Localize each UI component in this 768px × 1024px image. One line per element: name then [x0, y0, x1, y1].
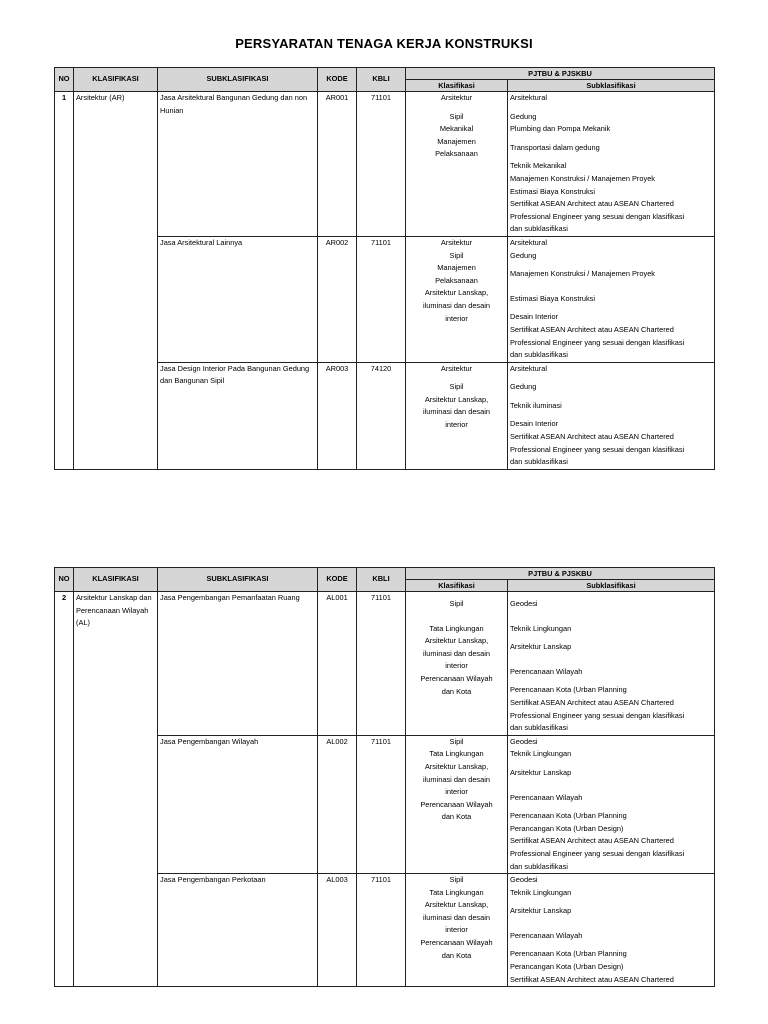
cell-line: Arsitektur Lanskap,	[424, 394, 489, 404]
cell-line: Geodesi	[510, 875, 538, 885]
col-header-pjtbu: PJTBU & PJSKBU	[406, 68, 715, 80]
pj-klasifikasi-cell	[406, 735, 508, 873]
cell-line: dan Kota	[441, 812, 472, 822]
cell-line: Perencanaan Wilayah	[420, 799, 493, 809]
cell-line: iluminasi dan desain	[423, 648, 490, 658]
cell-line: Arsitektural	[510, 237, 547, 247]
cell-line: Gedung	[510, 250, 537, 260]
cell-line: interior	[445, 661, 468, 671]
cell-line: Perencanaan Kota (Urban Planning	[510, 811, 627, 821]
pj-subklasifikasi-cell	[508, 92, 715, 237]
pj-subklasifikasi-cell	[508, 362, 715, 469]
col-header-klasifikasi: KLASIFIKASI	[74, 68, 158, 92]
col-header-kode: KODE	[318, 568, 357, 592]
cell-line: Manajemen	[437, 263, 476, 273]
cell-line: Sertifikat ASEAN Architect atau ASEAN Chartered	[510, 432, 674, 442]
pj-subklasifikasi-cell	[508, 735, 715, 873]
kbli-cell: 71101	[357, 735, 406, 873]
col-header-klasifikasi: KLASIFIKASI	[74, 568, 158, 592]
cell-line: Sipil	[449, 111, 464, 121]
cell-line: dan subklasifikasi	[510, 723, 568, 733]
pj-subklasifikasi-cell	[508, 592, 715, 736]
col-header-pj-klasifikasi: Klasifikasi	[406, 80, 508, 92]
cell-line: Estimasi Biaya Konstruksi	[510, 186, 596, 196]
cell-line: Perencanaan Wilayah	[510, 666, 583, 676]
pj-klasifikasi-cell	[406, 362, 508, 469]
col-header-pj-subklasifikasi: Subklasifikasi	[508, 80, 715, 92]
cell-line: Arsitektur Lanskap,	[424, 288, 489, 298]
klasifikasi-cell: Arsitektur Lanskap dan Perencanaan Wilayah (AL)	[74, 592, 158, 987]
cell-line: Tata Lingkungan	[429, 623, 484, 633]
cell-line: Arsitektur	[440, 363, 473, 373]
cell-line: Professional Engineer yang sesuai dengan klasifikasi	[510, 337, 685, 347]
kode-cell: AR002	[318, 236, 357, 362]
col-header-kbli: KBLI	[357, 568, 406, 592]
cell-line: Manajemen Konstruksi / Manajemen Proyek	[510, 269, 656, 279]
col-header-no: NO	[55, 68, 74, 92]
subklasifikasi-cell: Jasa Pengembangan Perkotaan	[158, 874, 318, 987]
cell-line: Arsitektur Lanskap	[510, 906, 572, 916]
cell-line: Perencanaan Wilayah	[420, 938, 493, 948]
kode-cell: AL003	[318, 874, 357, 987]
cell-line: interior	[445, 313, 468, 323]
cell-line: Perencanaan Wilayah	[420, 673, 493, 683]
kode-cell: AR003	[318, 362, 357, 469]
cell-line: Sipil	[449, 599, 464, 608]
cell-line: Sertifikat ASEAN Architect atau ASEAN Chartered	[510, 199, 674, 209]
col-header-subklasifikasi: SUBKLASIFIKASI	[158, 68, 318, 92]
col-header-kode: KODE	[318, 68, 357, 92]
col-header-subklasifikasi: SUBKLASIFIKASI	[158, 568, 318, 592]
cell-line: Arsitektur Lanskap	[510, 767, 572, 777]
cell-line: Mekanikal	[439, 124, 474, 134]
cell-line: Gedung	[510, 111, 537, 121]
kbli-cell: 71101	[357, 92, 406, 237]
cell-line: Arsitektur Lanskap	[510, 642, 572, 652]
cell-line: Tata Lingkungan	[429, 887, 484, 897]
cell-line: Professional Engineer yang sesuai dengan klasifikasi	[510, 710, 685, 720]
row-number: 1	[55, 92, 74, 470]
col-header-kbli: KBLI	[357, 68, 406, 92]
cell-line: interior	[445, 787, 468, 797]
cell-line: Teknik Mekanikal	[510, 161, 567, 171]
cell-line: Arsitektur Lanskap,	[424, 900, 489, 910]
col-header-pj-subklasifikasi: Subklasifikasi	[508, 580, 715, 592]
cell-line: Arsitektural	[510, 363, 547, 373]
cell-line: Sertifikat ASEAN Architect atau ASEAN Chartered	[510, 836, 674, 846]
row-number: 2	[55, 592, 74, 987]
pj-klasifikasi-cell	[406, 92, 508, 237]
cell-line: Sertifikat ASEAN Architect atau ASEAN Chartered	[510, 697, 674, 707]
cell-line: Teknik Lingkungan	[510, 749, 572, 759]
cell-line: Sipil	[449, 382, 464, 392]
cell-line: Professional Engineer yang sesuai dengan klasifikasi	[510, 848, 685, 858]
cell-line: Arsitektur Lanskap,	[424, 761, 489, 771]
kbli-cell: 71101	[357, 592, 406, 736]
pj-klasifikasi-cell	[406, 874, 508, 987]
cell-line: Arsitektur	[440, 93, 473, 102]
cell-line: dan subklasifikasi	[510, 457, 568, 467]
kode-cell: AL002	[318, 735, 357, 873]
cell-line: Manajemen	[437, 136, 476, 146]
cell-line: dan Kota	[441, 950, 472, 960]
requirements-table-al	[54, 567, 715, 987]
pj-klasifikasi-cell	[406, 592, 508, 736]
kbli-cell: 71101	[357, 874, 406, 987]
cell-line: Estimasi Biaya Konstruksi	[510, 293, 596, 303]
kode-cell: AL001	[318, 592, 357, 736]
cell-line: Teknik Lingkungan	[510, 887, 572, 897]
kbli-cell: 71101	[357, 236, 406, 362]
cell-line: Sertifikat ASEAN Architect atau ASEAN Chartered	[510, 324, 674, 334]
cell-line: Sipil	[449, 875, 464, 885]
cell-line: Teknik iluminasi	[510, 400, 562, 410]
pj-subklasifikasi-cell	[508, 236, 715, 362]
cell-line: Geodesi	[510, 736, 538, 746]
klasifikasi-cell: Arsitektur (AR)	[74, 92, 158, 470]
cell-line: Perancangan Kota (Urban Design)	[510, 823, 624, 833]
cell-line: Professional Engineer yang sesuai dengan klasifikasi	[510, 211, 685, 221]
cell-line: Pelaksanaan	[435, 275, 478, 285]
cell-line: dan Kota	[441, 686, 472, 696]
requirements-table-ar	[54, 67, 715, 470]
cell-line: Geodesi	[510, 599, 538, 608]
subklasifikasi-cell: Jasa Pengembangan Pemanfaatan Ruang	[158, 592, 318, 736]
cell-line: Sipil	[449, 736, 464, 746]
kode-cell: AR001	[318, 92, 357, 237]
cell-line: Perencanaan Kota (Urban Planning	[510, 949, 627, 959]
cell-line: iluminasi dan desain	[423, 300, 490, 310]
cell-line: Perancangan Kota (Urban Design)	[510, 962, 624, 972]
cell-line: dan subklasifikasi	[510, 224, 568, 234]
cell-line: iluminasi dan desain	[423, 407, 490, 417]
cell-line: Arsitektural	[510, 93, 547, 102]
cell-line: Tata Lingkungan	[429, 749, 484, 759]
cell-line: Gedung	[510, 382, 537, 392]
pj-klasifikasi-cell	[406, 236, 508, 362]
pj-subklasifikasi-cell	[508, 874, 715, 987]
table-row	[55, 592, 715, 736]
cell-line: Sertifikat ASEAN Architect atau ASEAN Chartered	[510, 974, 674, 984]
cell-line: Arsitektur	[440, 237, 473, 247]
cell-line: Perencanaan Wilayah	[510, 930, 583, 940]
cell-line: dan subklasifikasi	[510, 350, 568, 360]
subklasifikasi-cell: Jasa Arsitektural Bangunan Gedung dan non Hunian	[158, 92, 318, 237]
table-row	[55, 92, 715, 237]
cell-line: Perencanaan Kota (Urban Planning	[510, 685, 627, 695]
cell-line: Teknik Lingkungan	[510, 623, 572, 633]
cell-line: Manajemen Konstruksi / Manajemen Proyek	[510, 173, 656, 183]
cell-line: iluminasi dan desain	[423, 912, 490, 922]
cell-line: Desain Interior	[510, 312, 559, 322]
cell-line: Pelaksanaan	[435, 149, 478, 159]
subklasifikasi-cell: Jasa Pengembangan Wilayah	[158, 735, 318, 873]
col-header-pj-klasifikasi: Klasifikasi	[406, 580, 508, 592]
page-title: PERSYARATAN TENAGA KERJA KONSTRUKSI	[235, 36, 533, 51]
col-header-no: NO	[55, 568, 74, 592]
cell-line: interior	[445, 925, 468, 935]
kbli-cell: 74120	[357, 362, 406, 469]
cell-line: iluminasi dan desain	[423, 774, 490, 784]
cell-line: Sipil	[449, 250, 464, 260]
cell-line: Plumbing dan Pompa Mekanik	[510, 124, 611, 134]
col-header-pjtbu: PJTBU & PJSKBU	[406, 568, 715, 580]
cell-line: dan subklasifikasi	[510, 861, 568, 871]
cell-line: Professional Engineer yang sesuai dengan klasifikasi	[510, 444, 685, 454]
cell-line: Desain Interior	[510, 419, 559, 429]
cell-line: Arsitektur Lanskap,	[424, 636, 489, 646]
cell-line: Transportasi dalam gedung	[510, 142, 600, 152]
cell-line: Perencanaan Wilayah	[510, 792, 583, 802]
subklasifikasi-cell: Jasa Design Interior Pada Bangunan Gedung dan Bangunan Sipil	[158, 362, 318, 469]
subklasifikasi-cell: Jasa Arsitektural Lainnya	[158, 236, 318, 362]
cell-line: interior	[445, 420, 468, 430]
